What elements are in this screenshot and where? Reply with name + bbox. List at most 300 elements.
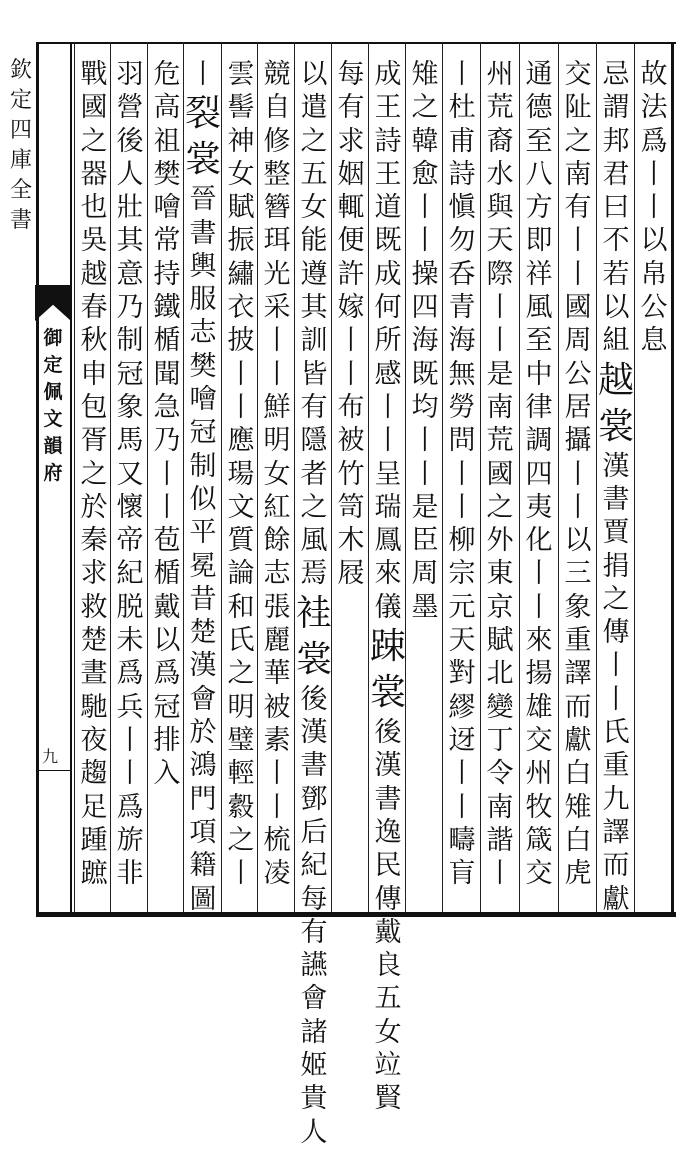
text-char: 爲 — [116, 791, 144, 823]
section-title — [40, 325, 66, 487]
text-char: 楚 — [80, 625, 108, 657]
text-char: 餘 — [263, 525, 291, 557]
text-char: 凌 — [263, 858, 291, 890]
text-char: 也 — [80, 192, 108, 224]
text-char: 操 — [411, 258, 439, 290]
text-char: 隱 — [300, 425, 328, 457]
text-char: 均 — [411, 391, 439, 423]
text-char: 女 — [263, 458, 291, 490]
text-char: 簪 — [263, 192, 291, 224]
text-char: 丨 — [564, 491, 592, 523]
text-char: 之 — [227, 658, 255, 690]
margin-char: 庫 — [9, 148, 32, 173]
text-char: 蹠 — [80, 858, 108, 890]
text-char: 應 — [227, 425, 255, 457]
text-char: 傳 — [602, 617, 630, 649]
text-char: 乃 — [116, 292, 144, 324]
text-char: 南 — [486, 791, 514, 823]
text-char: 冕 — [189, 550, 217, 582]
text-char: 漢 — [374, 750, 402, 782]
text-char: 調 — [525, 425, 553, 457]
text-char: 馬 — [116, 425, 144, 457]
text-char: 足 — [80, 791, 108, 823]
text-char: 明 — [227, 691, 255, 723]
text-char: 爲 — [116, 658, 144, 690]
text-char: 訓 — [300, 325, 328, 357]
text-char: 外 — [486, 525, 514, 557]
text-char: 踵 — [80, 824, 108, 856]
text-char: 馳 — [80, 691, 108, 723]
text-char: 丨 — [486, 858, 514, 890]
column-rule — [519, 42, 520, 912]
text-char: 持 — [153, 258, 181, 290]
text-char: 丨 — [337, 358, 365, 390]
text-char: 丨 — [525, 558, 553, 590]
text-char: 之 — [602, 583, 630, 615]
text-char: 爲 — [153, 658, 181, 690]
text-char: 後 — [116, 125, 144, 157]
text-char: 素 — [263, 724, 291, 756]
text-char: 項 — [189, 816, 217, 848]
text-char: 竝 — [374, 1050, 402, 1082]
text-char: 女 — [300, 192, 328, 224]
text-char: 戰 — [80, 59, 108, 90]
text-char: 雉 — [564, 791, 592, 823]
text-char: 象 — [564, 591, 592, 623]
column-rule — [558, 42, 559, 912]
text-char: 似 — [189, 483, 217, 515]
text-char: 制 — [189, 450, 217, 482]
text-char: 來 — [374, 558, 402, 590]
text-char: 許 — [337, 258, 365, 290]
text-column — [407, 58, 443, 624]
text-char: 懷 — [116, 491, 144, 523]
text-char: 木 — [337, 525, 365, 557]
text-char: 傳 — [374, 883, 402, 915]
text-char: 被 — [337, 425, 365, 457]
text-char: 楯 — [153, 558, 181, 590]
text-char: 丨 — [411, 225, 439, 257]
text-char: 阯 — [564, 92, 592, 124]
column-rule — [221, 42, 222, 912]
text-char: 壯 — [116, 192, 144, 224]
text-char: 戴 — [153, 591, 181, 623]
text-char: 器 — [80, 158, 108, 190]
text-char: 秦 — [80, 525, 108, 557]
text-char: 聞 — [153, 358, 181, 390]
text-char: 危 — [153, 59, 181, 90]
text-char: 公 — [640, 292, 668, 324]
text-char: 晝 — [80, 658, 108, 690]
text-char: 有 — [564, 192, 592, 224]
text-char: 王 — [374, 158, 402, 190]
text-char: 鐵 — [153, 292, 181, 324]
text-char: 丨 — [153, 491, 181, 523]
text-char: 其 — [116, 225, 144, 257]
text-column — [223, 58, 259, 890]
margin-char: 全 — [9, 178, 32, 203]
text-char: 冠 — [153, 691, 181, 723]
text-column — [296, 58, 332, 1149]
text-char: 後 — [374, 717, 402, 749]
text-char: 以 — [153, 625, 181, 657]
text-char: 丨 — [448, 59, 476, 90]
text-char: 天 — [448, 625, 476, 657]
text-char: 明 — [263, 425, 291, 457]
text-char: 趨 — [80, 758, 108, 790]
text-char: 成 — [374, 258, 402, 290]
text-char: 每 — [337, 59, 365, 90]
text-char: 丨 — [263, 791, 291, 823]
text-char: 焉 — [300, 558, 328, 590]
text-char: 噲 — [189, 384, 217, 416]
text-char: 帛 — [640, 258, 668, 290]
text-char: 貴 — [300, 1083, 328, 1115]
text-char: 未 — [116, 625, 144, 657]
text-char: 來 — [525, 625, 553, 657]
frame-left-border — [36, 42, 39, 916]
frame-top-border — [36, 42, 676, 44]
text-char: 輒 — [337, 192, 365, 224]
text-char: 紀 — [300, 850, 328, 882]
text-char: 昔 — [189, 583, 217, 615]
text-char: 國 — [80, 92, 108, 124]
text-char: 曰 — [602, 192, 630, 224]
text-char: 州 — [486, 59, 514, 90]
text-char: 高 — [153, 92, 181, 124]
text-char: 白 — [564, 758, 592, 790]
text-char: 兵 — [116, 691, 144, 723]
margin-char: 四 — [9, 118, 32, 143]
text-char: 非 — [116, 858, 144, 890]
text-char: 吳 — [80, 225, 108, 257]
text-char: 呑 — [448, 258, 476, 290]
text-char: 救 — [80, 591, 108, 623]
text-char: 脱 — [116, 591, 144, 623]
margin-char: 文 — [43, 408, 63, 430]
text-char: 祖 — [153, 125, 181, 157]
text-char: 門 — [189, 783, 217, 815]
text-char: 之 — [227, 824, 255, 856]
text-column — [112, 58, 148, 890]
text-char: 獻 — [602, 883, 630, 915]
text-char: 讌 — [300, 950, 328, 982]
text-char: 九 — [602, 783, 630, 815]
text-char: 神 — [227, 125, 255, 157]
text-char: 冠 — [116, 358, 144, 390]
text-char: 丨 — [448, 758, 476, 790]
text-char: 制 — [116, 325, 144, 357]
text-char: 杜 — [448, 92, 476, 124]
text-char: 爲 — [640, 125, 668, 157]
text-char: 良 — [374, 950, 402, 982]
text-char: 夜 — [80, 724, 108, 756]
text-char: 譯 — [602, 816, 630, 848]
text-char: 嫁 — [337, 292, 365, 324]
text-char: 每 — [300, 883, 328, 915]
text-char: 輿 — [189, 250, 217, 282]
text-char: 詩 — [374, 125, 402, 157]
text-char: 戴 — [374, 916, 402, 948]
text-char: 丨 — [486, 292, 514, 324]
text-char: 書 — [374, 783, 402, 815]
text-char: 之 — [300, 125, 328, 157]
text-char: 邦 — [602, 125, 630, 157]
text-char: 夷 — [525, 491, 553, 523]
text-char: 丨 — [227, 858, 255, 890]
text-char: 丨 — [602, 683, 630, 715]
text-char: 德 — [525, 92, 553, 124]
text-char: 后 — [300, 816, 328, 848]
text-char: 張 — [263, 591, 291, 623]
text-char: 象 — [116, 391, 144, 423]
text-char: 賢 — [374, 1083, 402, 1115]
text-char: 法 — [640, 92, 668, 124]
text-char: 重 — [602, 750, 630, 782]
text-char: 采 — [263, 292, 291, 324]
text-char: 志 — [263, 558, 291, 590]
text-char: 丁 — [486, 724, 514, 756]
text-char: 五 — [374, 983, 402, 1015]
text-char: 丨 — [227, 391, 255, 423]
text-char: 皆 — [300, 358, 328, 390]
text-char: 整 — [263, 158, 291, 190]
text-char: 宗 — [448, 558, 476, 590]
text-char: 既 — [411, 358, 439, 390]
text-char: 乃 — [153, 425, 181, 457]
text-char: 女 — [227, 158, 255, 190]
text-char: 交 — [564, 59, 592, 90]
text-char: 漢 — [189, 650, 217, 682]
text-char: 瑞 — [374, 491, 402, 523]
text-char: 珥 — [263, 225, 291, 257]
text-char: 丨 — [640, 158, 668, 190]
text-char: 柳 — [448, 525, 476, 557]
text-char: 雄 — [525, 691, 553, 723]
text-column — [259, 58, 295, 890]
text-char: 即 — [525, 225, 553, 257]
text-char: 修 — [263, 125, 291, 157]
text-char: 以 — [602, 292, 630, 324]
text-char: 何 — [374, 292, 402, 324]
text-char: 光 — [263, 258, 291, 290]
text-char: 求 — [337, 125, 365, 157]
margin-char: 書 — [9, 208, 32, 233]
text-char: 常 — [153, 225, 181, 257]
text-char: 鮮 — [263, 391, 291, 423]
text-char: 申 — [80, 358, 108, 390]
text-char: 於 — [80, 491, 108, 523]
text-char: 丨 — [263, 358, 291, 390]
text-char: 之 — [300, 491, 328, 523]
text-char: 丨 — [448, 791, 476, 823]
text-char: 書 — [300, 750, 328, 782]
margin-char: 定 — [9, 88, 32, 113]
text-char: 丨 — [448, 458, 476, 490]
text-char: 竹 — [337, 458, 365, 490]
text-char: 問 — [448, 425, 476, 457]
text-char: 五 — [300, 158, 328, 190]
text-char: 披 — [227, 325, 255, 357]
text-char: 有 — [337, 92, 365, 124]
margin-char: 定 — [43, 354, 63, 376]
text-char: 國 — [564, 292, 592, 324]
text-char: 丨 — [564, 225, 592, 257]
text-char: 風 — [300, 525, 328, 557]
text-char: 人 — [116, 158, 144, 190]
text-char: 雉 — [411, 59, 439, 90]
text-char: 息 — [640, 325, 668, 357]
text-char: 逸 — [374, 816, 402, 848]
text-char: 入 — [153, 758, 181, 790]
text-char: 論 — [227, 558, 255, 590]
text-char: 笥 — [337, 491, 365, 523]
text-char: 被 — [263, 691, 291, 723]
text-char: 紀 — [116, 558, 144, 590]
margin-char: 韻 — [43, 435, 63, 457]
text-char: 居 — [564, 391, 592, 423]
text-char: 華 — [263, 658, 291, 690]
headword-char: 裳 — [598, 405, 635, 447]
text-char: 之 — [80, 125, 108, 157]
text-char: 三 — [564, 558, 592, 590]
text-char: 包 — [80, 391, 108, 423]
text-char: 羽 — [116, 59, 144, 90]
text-char: 通 — [525, 59, 553, 90]
text-char: 營 — [116, 92, 144, 124]
text-char: 和 — [227, 591, 255, 623]
text-char: 又 — [116, 458, 144, 490]
text-char: 君 — [602, 158, 630, 190]
text-char: 急 — [153, 391, 181, 423]
text-char: 諧 — [486, 824, 514, 856]
column-rule — [480, 42, 481, 912]
margin-char: 佩 — [43, 381, 63, 403]
text-char: 青 — [448, 292, 476, 324]
text-char: 排 — [153, 724, 181, 756]
text-char: 丨 — [116, 758, 144, 790]
text-char: 丨 — [411, 425, 439, 457]
text-char: 交 — [525, 724, 553, 756]
margin-char: 御 — [43, 327, 63, 349]
text-char: 意 — [116, 258, 144, 290]
text-char: 令 — [486, 758, 514, 790]
text-char: 風 — [525, 292, 553, 324]
text-char: 所 — [374, 325, 402, 357]
margin-char: 府 — [43, 462, 63, 484]
text-char: 賦 — [227, 192, 255, 224]
text-char: 丨 — [189, 59, 217, 90]
text-char: 東 — [486, 558, 514, 590]
text-column — [76, 58, 112, 890]
text-char: 虎 — [564, 858, 592, 890]
text-char: 梳 — [263, 824, 291, 856]
text-char: 丨 — [153, 458, 181, 490]
text-char: 獻 — [564, 724, 592, 756]
page-number: 九 — [42, 747, 59, 766]
text-char: 楯 — [153, 325, 181, 357]
text-char: 競 — [263, 59, 291, 90]
margin-rule — [70, 42, 72, 916]
text-char: 重 — [564, 625, 592, 657]
text-char: 丨 — [337, 325, 365, 357]
text-char: 帝 — [116, 525, 144, 557]
text-char: 律 — [525, 391, 553, 423]
text-char: 文 — [227, 491, 255, 523]
text-column — [482, 58, 518, 890]
text-char: 甫 — [448, 125, 476, 157]
headword-char: 越 — [598, 359, 635, 401]
text-char: 樊 — [153, 158, 181, 190]
text-char: 丨 — [448, 491, 476, 523]
text-char: 攝 — [564, 425, 592, 457]
text-char: 鄧 — [300, 783, 328, 815]
text-char: 故 — [640, 59, 668, 90]
text-char: 丨 — [640, 192, 668, 224]
text-char: 詩 — [448, 158, 476, 190]
text-char: 水 — [486, 158, 514, 190]
text-char: 圖 — [189, 883, 217, 915]
text-char: 肓 — [448, 858, 476, 890]
text-char: 方 — [525, 192, 553, 224]
text-char: 之 — [80, 458, 108, 490]
text-char: 有 — [300, 391, 328, 423]
text-char: 噲 — [153, 192, 181, 224]
text-char: 墨 — [411, 591, 439, 623]
text-char: 是 — [486, 358, 514, 390]
text-char: 之 — [564, 125, 592, 157]
text-char: 中 — [525, 358, 553, 390]
text-char: 際 — [486, 258, 514, 290]
headword-char: 裳 — [296, 638, 333, 680]
text-char: 愈 — [411, 158, 439, 190]
text-char: 王 — [374, 92, 402, 124]
text-char: 氏 — [602, 717, 630, 749]
text-char: 賈 — [602, 517, 630, 549]
page-number-rule — [38, 770, 70, 771]
text-char: 平 — [189, 517, 217, 549]
text-char: 女 — [374, 1016, 402, 1048]
column-rule — [596, 42, 597, 912]
text-char: 謂 — [602, 92, 630, 124]
text-char: 氏 — [227, 625, 255, 657]
headword-char: 袿 — [296, 592, 333, 634]
text-char: 會 — [189, 683, 217, 715]
text-char: 勞 — [448, 391, 476, 423]
text-char: 周 — [564, 325, 592, 357]
text-char: 丨 — [525, 591, 553, 623]
text-char: 荒 — [486, 92, 514, 124]
text-char: 牧 — [525, 791, 553, 823]
text-char: 八 — [525, 158, 553, 190]
text-char: 箴 — [525, 824, 553, 856]
text-char: 鳳 — [374, 525, 402, 557]
column-rule — [74, 42, 75, 912]
text-char: 至 — [525, 125, 553, 157]
text-char: 丨 — [486, 325, 514, 357]
text-char: 以 — [564, 525, 592, 557]
text-char: 丨 — [564, 258, 592, 290]
text-char: 是 — [411, 491, 439, 523]
text-char: 麗 — [263, 625, 291, 657]
text-char: 海 — [411, 325, 439, 357]
margin-char: 欽 — [9, 58, 32, 83]
text-char: 愼 — [448, 192, 476, 224]
text-char: 荒 — [486, 425, 514, 457]
text-char: 有 — [300, 916, 328, 948]
text-char: 化 — [525, 525, 553, 557]
text-char: 呈 — [374, 458, 402, 490]
